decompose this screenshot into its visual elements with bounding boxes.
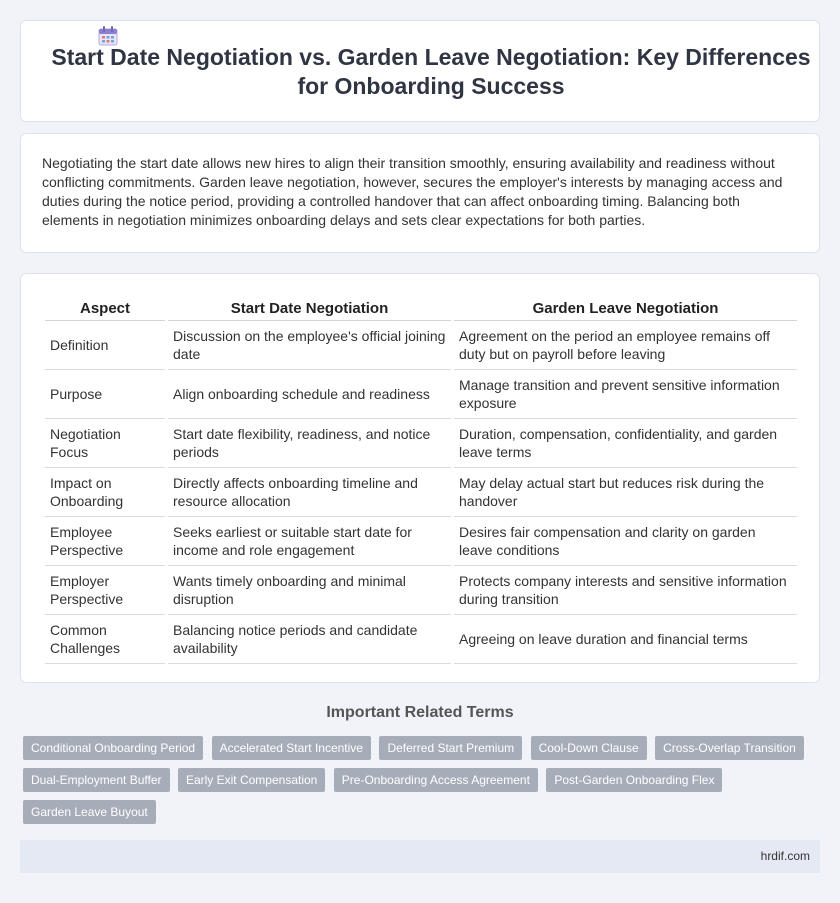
cell-aspect: Employee Perspective — [45, 517, 165, 566]
header-garden-leave: Garden Leave Negotiation — [454, 297, 797, 321]
table-row — [45, 615, 797, 664]
comparison-table-card — [20, 273, 820, 683]
cell-garden-leave: Agreement on the period an employee remains off duty but on payroll before leaving — [454, 321, 797, 370]
related-term-tag[interactable]: Dual-Employment Buffer — [23, 768, 170, 792]
table-row — [45, 566, 797, 615]
cell-aspect: Employer Perspective — [45, 566, 165, 615]
table-row — [45, 419, 797, 468]
table-row — [45, 517, 797, 566]
header-start-date: Start Date Negotiation — [168, 297, 451, 321]
cell-aspect: Definition — [45, 321, 165, 370]
cell-start-date: Align onboarding schedule and readiness — [168, 370, 451, 419]
related-terms-heading: Important Related Terms — [326, 704, 514, 721]
cell-start-date: Wants timely onboarding and minimal disruption — [168, 566, 451, 615]
title-card — [20, 20, 820, 122]
cell-aspect: Impact on Onboarding — [45, 468, 165, 517]
table-row — [45, 468, 797, 517]
related-term-tag[interactable]: Deferred Start Premium — [379, 736, 522, 760]
table-row — [45, 321, 797, 370]
intro-card — [20, 133, 820, 253]
related-term-tag[interactable]: Cool-Down Clause — [531, 736, 647, 760]
intro-paragraph: Negotiating the start date allows new hires to align their transition smoothly, ensuring availability and readiness without conflicting commitments. Garden leave negotiation, however, secures the employer's interests by managing access and duties during the notice period, providing a controlled handover that can affect onboarding timing. Balancing both elements in negotiation minimizes onboarding delays and sets clear expectations for both parties. — [42, 155, 783, 228]
page-title: Start Date Negotiation vs. Garden Leave Negotiation: Key Differences for Onboarding Success — [51, 44, 811, 99]
related-term-tag[interactable]: Garden Leave Buyout — [23, 800, 156, 824]
related-term-tag[interactable]: Early Exit Compensation — [178, 768, 325, 792]
footer — [20, 840, 820, 873]
related-term-tag[interactable]: Pre-Onboarding Access Agreement — [334, 768, 538, 792]
cell-garden-leave: Manage transition and prevent sensitive information exposure — [454, 370, 797, 419]
cell-garden-leave: Desires fair compensation and clarity on garden leave conditions — [454, 517, 797, 566]
cell-aspect: Purpose — [45, 370, 165, 419]
table-header-row — [45, 297, 797, 321]
cell-aspect: Common Challenges — [45, 615, 165, 664]
footer-site-link[interactable]: hrdif.com — [760, 849, 810, 863]
related-terms-list — [23, 736, 813, 832]
cell-start-date: Start date flexibility, readiness, and notice periods — [168, 419, 451, 468]
cell-start-date: Discussion on the employee's official joining date — [168, 321, 451, 370]
related-term-tag[interactable]: Cross-Overlap Transition — [655, 736, 804, 760]
cell-garden-leave: Duration, compensation, confidentiality, and garden leave terms — [454, 419, 797, 468]
cell-start-date: Directly affects onboarding timeline and resource allocation — [168, 468, 451, 517]
related-term-tag[interactable]: Accelerated Start Incentive — [212, 736, 371, 760]
related-term-tag[interactable]: Conditional Onboarding Period — [23, 736, 203, 760]
related-term-tag[interactable]: Post-Garden Onboarding Flex — [546, 768, 722, 792]
comparison-table — [42, 297, 800, 664]
cell-garden-leave: Protects company interests and sensitive information during transition — [454, 566, 797, 615]
table-row — [45, 370, 797, 419]
cell-garden-leave: Agreeing on leave duration and financial terms — [454, 615, 797, 664]
cell-start-date: Seeks earliest or suitable start date for income and role engagement — [168, 517, 451, 566]
header-aspect: Aspect — [45, 297, 165, 321]
cell-aspect: Negotiation Focus — [45, 419, 165, 468]
cell-start-date: Balancing notice periods and candidate availability — [168, 615, 451, 664]
cell-garden-leave: May delay actual start but reduces risk during the handover — [454, 468, 797, 517]
